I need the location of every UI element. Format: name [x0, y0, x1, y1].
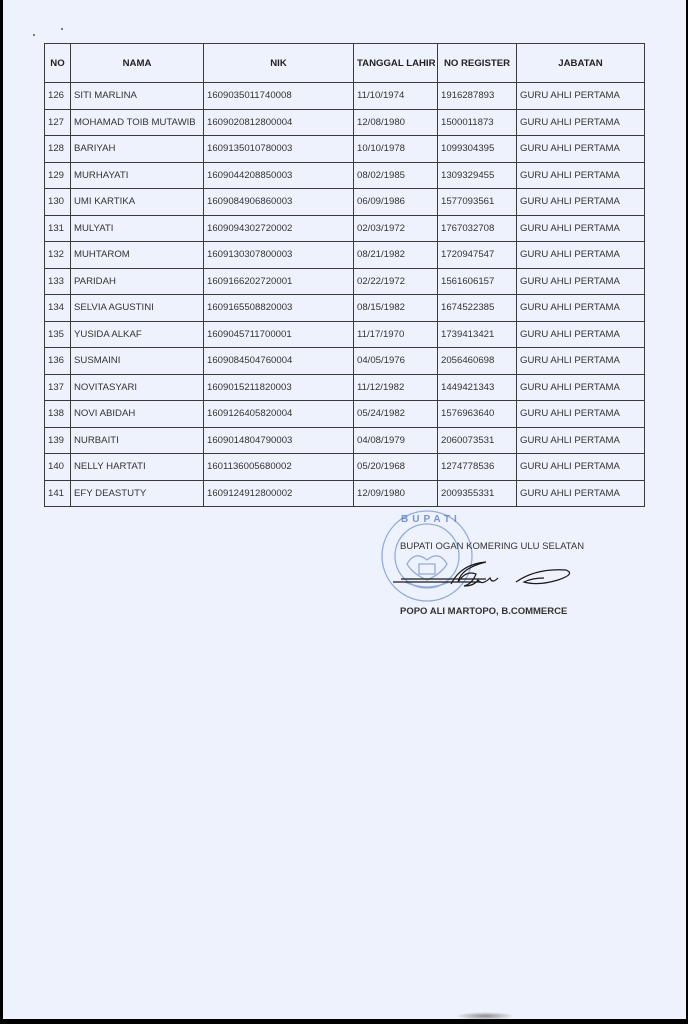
cell-tanggal-lahir: 02/03/1972 — [354, 215, 438, 242]
table-row — [45, 136, 645, 163]
cell-nama: EFY DEASTUTY — [71, 480, 204, 507]
cell-no-register: 1274778536 — [438, 454, 517, 481]
cell-nama: BARIYAH — [71, 136, 204, 163]
cell-nama: MUHTAROM — [71, 242, 204, 269]
stamp-text: BUPATI — [401, 514, 461, 525]
table-row — [45, 268, 645, 295]
cell-nik: 1609166202720001 — [204, 268, 354, 295]
table-row — [45, 321, 645, 348]
cell-no-register: 1916287893 — [438, 83, 517, 110]
cell-tanggal-lahir: 04/08/1979 — [354, 427, 438, 454]
cell-no-register: 1561606157 — [438, 268, 517, 295]
cell-tanggal-lahir: 05/24/1982 — [354, 401, 438, 428]
cell-tanggal-lahir: 11/10/1974 — [354, 83, 438, 110]
cell-nama: NOVI ABIDAH — [71, 401, 204, 428]
cell-nama: PARIDAH — [71, 268, 204, 295]
cell-jabatan: GURU AHLI PERTAMA — [517, 401, 645, 428]
cell-no: 130 — [45, 189, 71, 216]
cell-jabatan: GURU AHLI PERTAMA — [517, 136, 645, 163]
cell-tanggal-lahir: 11/12/1982 — [354, 374, 438, 401]
cell-nama: NOVITASYARI — [71, 374, 204, 401]
cell-no: 136 — [45, 348, 71, 375]
scan-speck — [61, 28, 63, 30]
table-row — [45, 162, 645, 189]
cell-tanggal-lahir: 02/22/1972 — [354, 268, 438, 295]
cell-jabatan: GURU AHLI PERTAMA — [517, 480, 645, 507]
cell-no: 134 — [45, 295, 71, 322]
cell-jabatan: GURU AHLI PERTAMA — [517, 83, 645, 110]
cell-no-register: 2060073531 — [438, 427, 517, 454]
table-row — [45, 454, 645, 481]
cell-no-register: 1309329455 — [438, 162, 517, 189]
table-row — [45, 295, 645, 322]
cell-no: 129 — [45, 162, 71, 189]
cell-jabatan: GURU AHLI PERTAMA — [517, 242, 645, 269]
cell-no-register: 1576963640 — [438, 401, 517, 428]
cell-jabatan: GURU AHLI PERTAMA — [517, 162, 645, 189]
cell-tanggal-lahir: 05/20/1968 — [354, 454, 438, 481]
cell-no: 131 — [45, 215, 71, 242]
cell-nama: SUSMAINI — [71, 348, 204, 375]
cell-tanggal-lahir: 10/10/1978 — [354, 136, 438, 163]
roster-table — [44, 43, 645, 507]
cell-nama: NELLY HARTATI — [71, 454, 204, 481]
cell-no: 135 — [45, 321, 71, 348]
scan-shadow — [455, 1012, 515, 1020]
cell-tanggal-lahir: 08/02/1985 — [354, 162, 438, 189]
cell-nama: MULYATI — [71, 215, 204, 242]
cell-jabatan: GURU AHLI PERTAMA — [517, 374, 645, 401]
header-no-register: NO REGISTER — [438, 44, 517, 83]
cell-jabatan: GURU AHLI PERTAMA — [517, 295, 645, 322]
table-row — [45, 401, 645, 428]
cell-no-register: 1577093561 — [438, 189, 517, 216]
cell-tanggal-lahir: 04/05/1976 — [354, 348, 438, 375]
cell-no-register: 1720947547 — [438, 242, 517, 269]
cell-jabatan: GURU AHLI PERTAMA — [517, 348, 645, 375]
cell-no: 139 — [45, 427, 71, 454]
header-nama: NAMA — [71, 44, 204, 83]
table-row — [45, 480, 645, 507]
cell-tanggal-lahir: 12/09/1980 — [354, 480, 438, 507]
table-row — [45, 348, 645, 375]
cell-nik: 1609044208850003 — [204, 162, 354, 189]
cell-nik: 1609035011740008 — [204, 83, 354, 110]
cell-jabatan: GURU AHLI PERTAMA — [517, 109, 645, 136]
header-nik: NIK — [204, 44, 354, 83]
cell-no: 133 — [45, 268, 71, 295]
cell-nik: 1609124912800002 — [204, 480, 354, 507]
cell-no-register: 1767032708 — [438, 215, 517, 242]
cell-no: 128 — [45, 136, 71, 163]
cell-nik: 1609126405820004 — [204, 401, 354, 428]
cell-nik: 1609015211820003 — [204, 374, 354, 401]
cell-nama: UMI KARTIKA — [71, 189, 204, 216]
cell-no: 126 — [45, 83, 71, 110]
cell-nama: YUSIDA ALKAF — [71, 321, 204, 348]
cell-nama: SELVIA AGUSTINI — [71, 295, 204, 322]
header-jabatan: JABATAN — [517, 44, 645, 83]
cell-jabatan: GURU AHLI PERTAMA — [517, 454, 645, 481]
cell-no-register: 1739413421 — [438, 321, 517, 348]
table-row — [45, 242, 645, 269]
header-tanggal-lahir: TANGGAL LAHIR — [354, 44, 438, 83]
cell-jabatan: GURU AHLI PERTAMA — [517, 427, 645, 454]
cell-nama: MOHAMAD TOIB MUTAWIB — [71, 109, 204, 136]
signatory-name: POPO ALI MARTOPO, B.COMMERCE — [400, 606, 568, 617]
cell-no-register: 1500011873 — [438, 109, 517, 136]
cell-nama: MURHAYATI — [71, 162, 204, 189]
cell-nik: 1609014804790003 — [204, 427, 354, 454]
cell-nik: 1609135010780003 — [204, 136, 354, 163]
table-row — [45, 189, 645, 216]
document-page — [3, 0, 686, 1019]
cell-tanggal-lahir: 11/17/1970 — [354, 321, 438, 348]
cell-jabatan: GURU AHLI PERTAMA — [517, 215, 645, 242]
cell-no-register: 1449421343 — [438, 374, 517, 401]
cell-nik: 1609045711700001 — [204, 321, 354, 348]
cell-jabatan: GURU AHLI PERTAMA — [517, 321, 645, 348]
cell-nik: 1609094302720002 — [204, 215, 354, 242]
table-body — [45, 83, 645, 507]
cell-nik: 1609130307800003 — [204, 242, 354, 269]
handwritten-signature-icon — [391, 558, 581, 598]
cell-no-register: 2056460698 — [438, 348, 517, 375]
signatory-title: BUPATI OGAN KOMERING ULU SELATAN — [400, 541, 585, 552]
table-row — [45, 109, 645, 136]
cell-no: 132 — [45, 242, 71, 269]
cell-nik: 1601136005680002 — [204, 454, 354, 481]
cell-nama: NURBAITI — [71, 427, 204, 454]
cell-no-register: 1674522385 — [438, 295, 517, 322]
cell-nama: SITI MARLINA — [71, 83, 204, 110]
cell-no: 141 — [45, 480, 71, 507]
cell-no: 127 — [45, 109, 71, 136]
table-header-row — [45, 44, 645, 83]
cell-jabatan: GURU AHLI PERTAMA — [517, 268, 645, 295]
table-row — [45, 83, 645, 110]
cell-nik: 1609020812800004 — [204, 109, 354, 136]
cell-nik: 1609084504760004 — [204, 348, 354, 375]
cell-tanggal-lahir: 06/09/1986 — [354, 189, 438, 216]
cell-jabatan: GURU AHLI PERTAMA — [517, 189, 645, 216]
table-row — [45, 374, 645, 401]
cell-nik: 1609165508820003 — [204, 295, 354, 322]
table-row — [45, 215, 645, 242]
scan-speck — [33, 34, 35, 36]
header-no: NO — [45, 44, 71, 83]
cell-nik: 1609084906860003 — [204, 189, 354, 216]
cell-no: 140 — [45, 454, 71, 481]
cell-no: 137 — [45, 374, 71, 401]
table-row — [45, 427, 645, 454]
cell-tanggal-lahir: 08/15/1982 — [354, 295, 438, 322]
cell-tanggal-lahir: 08/21/1982 — [354, 242, 438, 269]
signature-block — [371, 508, 621, 628]
cell-no-register: 2009355331 — [438, 480, 517, 507]
cell-tanggal-lahir: 12/08/1980 — [354, 109, 438, 136]
cell-no-register: 1099304395 — [438, 136, 517, 163]
cell-no: 138 — [45, 401, 71, 428]
